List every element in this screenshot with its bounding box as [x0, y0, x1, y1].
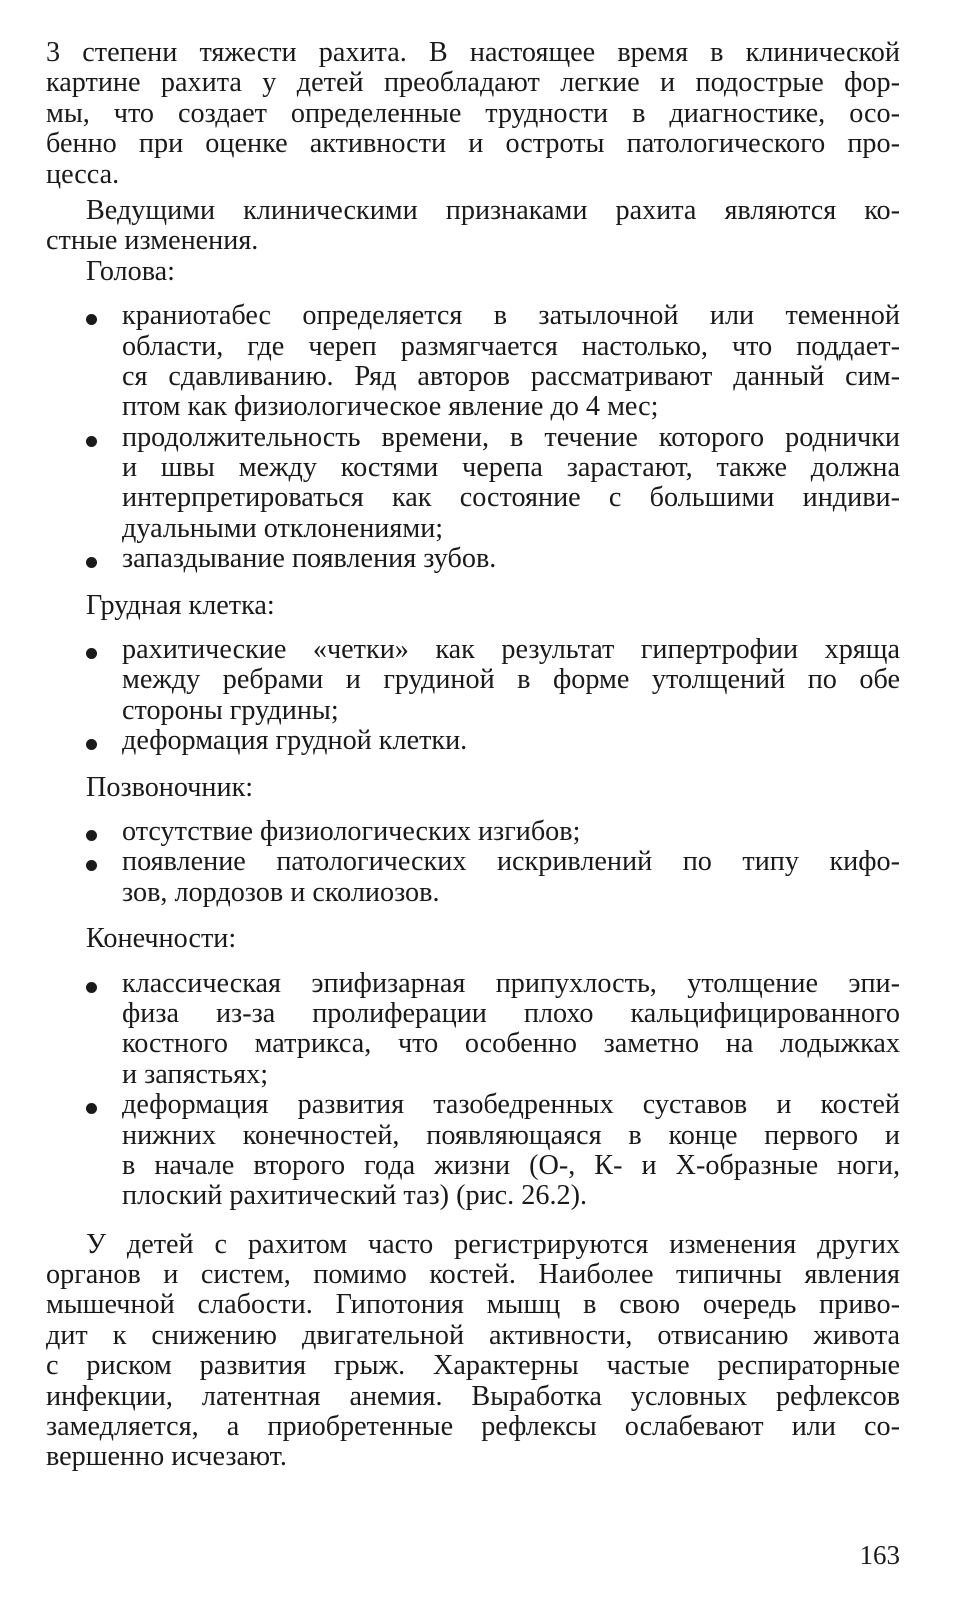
list-item: [46, 544, 900, 574]
text-line: между ребрами и грудиной в форме утолщений по обе: [122, 664, 900, 696]
text-line: с риском развития грыж. Характерны частые респираторные: [46, 1350, 900, 1382]
list-item: [46, 969, 900, 1091]
text-line: У детей с рахитом часто регистрируются изменения других: [86, 1228, 900, 1260]
text-line: в начале второго года жизни (О-, К- и Х-образные ноги,: [122, 1149, 900, 1181]
text-line: и швы между костями черепа зарастают, также должна: [122, 452, 900, 484]
bullet-icon: [86, 648, 97, 659]
text-line: отсутствие физиологических изгибов;: [122, 815, 581, 847]
text-line: запаздывание появления зубов.: [122, 543, 497, 575]
list-item: [46, 817, 900, 847]
text-line: Ведущими клиническими признаками рахита являются ко-: [86, 194, 900, 226]
bullet-icon: [86, 314, 97, 325]
list-item: [46, 726, 900, 756]
section-head: [46, 257, 900, 575]
list-item: [46, 635, 900, 726]
text-line: бенно при оценке активности и остроты патологического про-: [46, 128, 900, 160]
text-line: нижних конечностей, появляющаяся в конце первого и: [122, 1119, 900, 1151]
text-line: стороны грудины;: [122, 694, 339, 726]
list-item: [46, 301, 900, 423]
text-line: деформация грудной клетки.: [122, 725, 468, 757]
text-line: физа из-за пролиферации плохо кальцифицированного: [122, 997, 900, 1029]
text-line: деформация развития тазобедренных суставов и костей: [122, 1089, 900, 1121]
paragraph-other-organs: [46, 1230, 900, 1473]
paragraph-intro: [46, 38, 900, 190]
text-line: рахитические «четки» как результат гипертрофии хряща: [122, 634, 900, 666]
text-line: дуальными отклонениями;: [122, 512, 444, 544]
text-line: плоский рахитический таз) (рис. 26.2).: [122, 1180, 588, 1212]
text-line: органов и систем, помимо костей. Наиболее типичны явления: [46, 1259, 900, 1291]
section-title: Конечности:: [86, 923, 237, 955]
text-line: области, где череп размягчается настолько, что поддает-: [122, 330, 900, 362]
paragraph-bone-changes: [46, 196, 900, 257]
list-item: [46, 847, 900, 908]
list-item: [46, 1090, 900, 1212]
text-line: классическая эпифизарная припухлость, утолщение эпи-: [122, 967, 900, 999]
section-title: Голова:: [86, 255, 175, 287]
list-item: [46, 423, 900, 545]
text-line: ся сдавливанию. Ряд авторов рассматривают данный сим-: [122, 360, 900, 392]
text-line: дит к снижению двигательной активности, отвисанию живота: [46, 1319, 900, 1351]
text-line: зов, лордозов и сколиозов.: [122, 876, 440, 908]
text-line: и запястьях;: [122, 1058, 269, 1090]
page-number: 163: [859, 1540, 900, 1570]
bullet-icon: [86, 557, 97, 568]
text-line: 3 степени тяжести рахита. В настоящее время в клинической: [46, 37, 900, 68]
text-line: картине рахита у детей преобладают легкие и подострые фор-: [46, 67, 900, 99]
bullet-icon: [86, 1103, 97, 1114]
page-text: [46, 38, 900, 1473]
bullet-icon: [86, 982, 97, 993]
text-line: мышечной слабости. Гипотония мышц в свою очередь приво-: [46, 1289, 900, 1321]
bullet-icon: [86, 860, 97, 871]
bullet-icon: [86, 830, 97, 841]
section-limbs: [46, 924, 900, 1212]
text-line: появление патологических искривлений по типу кифо-: [122, 846, 900, 878]
text-line: краниотабес определяется в затылочной или теменной: [122, 300, 900, 332]
text-line: продолжительность времени, в течение которого роднички: [122, 421, 900, 453]
text-line: птом как физиологическое явление до 4 мес;: [122, 391, 659, 423]
text-line: вершенно исчезают.: [46, 1441, 287, 1473]
text-line: инфекции, латентная анемия. Выработка условных рефлексов: [46, 1380, 900, 1412]
section-spine: [46, 773, 900, 909]
bullet-icon: [86, 739, 97, 750]
section-title: Позвоночник:: [86, 771, 254, 803]
section-title: Грудная клетка:: [86, 589, 275, 621]
bullet-icon: [86, 436, 97, 447]
section-chest: [46, 591, 900, 757]
text-line: замедляется, а приобретенные рефлексы ослабевают или со-: [46, 1411, 900, 1443]
text-line: мы, что создает определенные трудности в диагностике, осо-: [46, 97, 900, 129]
text-line: костного матрикса, что особенно заметно на лодыжках: [122, 1028, 900, 1060]
text-line: цесса.: [46, 158, 120, 190]
text-line: интерпретироваться как состояние с большими индиви-: [122, 482, 900, 514]
text-line: стные изменения.: [46, 225, 259, 257]
